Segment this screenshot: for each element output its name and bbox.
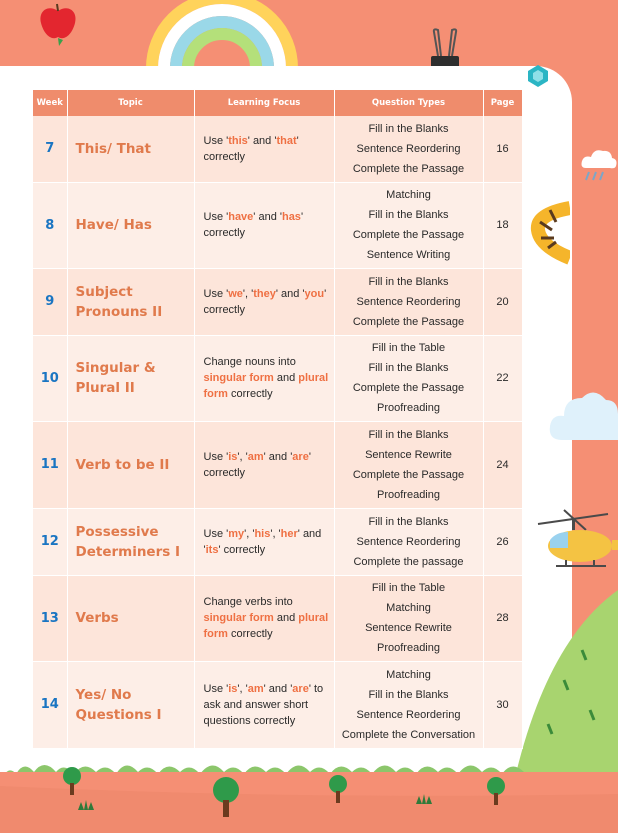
header-page: Page [483,90,522,116]
gem-icon [527,64,549,88]
question-type: Sentence Rewrite [365,448,452,461]
tree-icon [60,766,84,796]
question-type: Fill in the Blanks [368,122,449,135]
question-type: Matching [386,189,431,201]
table-row [33,575,522,661]
focus-text: correctly [227,388,273,400]
week-number: 10 [33,335,67,421]
page-number[interactable]: 22 [483,335,522,421]
week-number: 9 [33,268,67,335]
page-number[interactable]: 28 [483,575,522,661]
header-topic: Topic [67,90,194,116]
focus-text: ', ' [237,450,248,463]
topic-line: Yes/ No [75,686,132,703]
keyword: has [281,211,301,223]
question-type: Complete the Conversation [341,728,476,741]
question-type: Sentence Reordering [356,295,461,308]
cloud-icon [548,380,618,452]
learning-focus [194,575,334,661]
focus-text: ', ' [244,527,255,540]
week-number: 13 [33,575,67,661]
week-number: 12 [33,508,67,575]
learning-focus [194,508,334,575]
table-row [33,116,522,182]
question-types [334,335,483,421]
question-type: Complete the Passage [352,315,465,328]
table-row [33,421,522,508]
topic-cell[interactable] [67,575,194,661]
keyword: you [304,287,325,300]
keyword: are [292,450,309,463]
question-type: Proofreading [377,488,440,501]
topic-line: Subject [75,283,133,300]
topic-cell[interactable] [67,508,194,575]
tree-icon [326,774,350,804]
keyword: this [228,134,248,147]
learning-focus [194,335,334,421]
focus-text: Change verbs into [203,596,293,608]
learning-focus [194,268,334,335]
week-number: 8 [33,182,67,268]
question-types [334,661,483,748]
question-type: Sentence Rewrite [365,622,452,634]
header-question-types: Question Types [334,90,483,116]
question-type: Complete the Passage [352,468,465,481]
question-type: Matching [386,668,431,681]
table-row [33,508,522,575]
focus-text: and [273,372,299,384]
topic-cell[interactable] [67,661,194,748]
topic-cell[interactable] [67,116,194,182]
question-type: Fill in the Blanks [368,515,449,528]
learning-focus [194,421,334,508]
table-row [33,661,522,748]
topic-line: Verb to be II [75,456,170,473]
focus-text: ', ' [237,682,248,695]
keyword: am [247,450,264,463]
topic-cell[interactable] [67,335,194,421]
tree-icon [484,776,508,806]
rain-cloud-icon [580,146,618,186]
question-type: Fill in the Blanks [368,688,449,701]
page-number[interactable]: 16 [483,116,522,182]
question-type: Fill in the Table [371,582,446,594]
question-type: Proofreading [377,402,440,414]
focus-text: ' correctly [203,134,299,163]
question-types [334,421,483,508]
question-type: Sentence Writing [366,249,451,261]
page-number[interactable]: 18 [483,182,522,268]
tree-icon [208,776,244,818]
question-types [334,575,483,661]
keyword: plural form [203,372,329,400]
question-type: Fill in the Blanks [368,209,449,221]
page-number[interactable]: 24 [483,421,522,508]
learning-focus [194,661,334,748]
focus-text: ' and ' [263,682,293,695]
focus-text: ', ' [242,287,254,300]
table-row [33,268,522,335]
keyword: they [253,287,276,300]
question-type: Complete the Passage [352,382,465,394]
focus-text: ' and ' [275,287,305,300]
focus-text: ', ' [270,527,281,540]
focus-text: ' correctly [218,543,266,556]
topic-cell[interactable] [67,421,194,508]
topic-line: Possessive [75,523,159,540]
focus-text: ' correctly [203,211,304,239]
topic-line: Have/ Has [75,217,152,233]
focus-text: ' and ' [253,211,282,223]
week-number: 7 [33,116,67,182]
helicopter-icon [536,508,618,574]
table-row [33,335,522,421]
question-types [334,182,483,268]
question-type: Complete the Passage [352,229,465,241]
focus-text: Change nouns into [203,356,296,368]
question-type: Fill in the Blanks [368,362,449,374]
topic-line: Pronouns II [75,303,163,320]
keyword: plural form [203,612,329,640]
keyword: its [205,543,219,556]
focus-text: ' and ' [263,450,293,463]
focus-text: Use ' [203,450,229,463]
focus-text: ' to ask and answer short questions correctly [203,682,324,727]
learning-focus [194,182,334,268]
question-types [334,508,483,575]
page-number[interactable]: 30 [483,661,522,748]
rainbow-icon [146,0,298,68]
keyword: have [228,211,254,223]
question-type: Proofreading [377,642,440,654]
question-types [334,116,483,182]
keyword: is [228,450,238,463]
table-row [33,182,522,268]
question-type: Fill in the Table [371,342,446,354]
focus-text: ' and ' [247,134,277,147]
question-type: Sentence Reordering [356,535,461,548]
focus-text: ' and ' [203,527,322,556]
page-number[interactable]: 26 [483,508,522,575]
focus-text: ' correctly [203,450,311,479]
keyword: his [254,527,271,540]
topic-line: Verbs [75,610,119,626]
question-type: Sentence Reordering [356,708,461,721]
topic-line: Plural II [75,380,135,396]
question-type: Fill in the Blanks [368,428,449,441]
week-number: 11 [33,421,67,508]
keyword: my [228,527,245,540]
question-type: Matching [386,602,431,614]
focus-text: Use ' [203,527,229,540]
apple-icon [36,2,80,46]
question-type: Complete the passage [353,555,464,568]
keyword: that [276,134,297,147]
topic-cell[interactable] [67,268,194,335]
keyword: we [228,287,243,300]
table-header-row [33,90,522,116]
keyword: is [228,682,238,695]
topic-line: Singular & [75,360,156,376]
question-type: Fill in the Blanks [368,275,449,288]
grass-tuft-icon [78,800,94,810]
question-type: Complete the Passage [352,162,465,175]
tiger-tail-icon [530,200,570,266]
focus-text: Use ' [203,211,229,223]
keyword: am [247,682,264,695]
page-number[interactable]: 20 [483,268,522,335]
grass-tuft-icon [416,794,432,804]
keyword: singular form [203,612,274,624]
topic-line: Determiners I [75,543,181,560]
focus-text: ' correctly [203,287,327,316]
focus-text: and [273,612,299,624]
focus-text: correctly [227,628,273,640]
week-number: 14 [33,661,67,748]
learning-focus [194,116,334,182]
contents-table [33,90,523,749]
keyword: are [292,682,309,695]
topic-cell[interactable] [67,182,194,268]
header-learning-focus: Learning Focus [194,90,334,116]
question-types [334,268,483,335]
question-type: Sentence Reordering [356,142,461,155]
focus-text: Use ' [203,682,229,695]
focus-text: Use ' [203,134,229,147]
keyword: her [280,527,298,540]
topic-line: This/ That [75,140,151,157]
topic-line: Questions I [75,706,162,723]
header-week: Week [33,90,67,116]
keyword: singular form [203,372,274,384]
focus-text: Use ' [203,287,229,300]
